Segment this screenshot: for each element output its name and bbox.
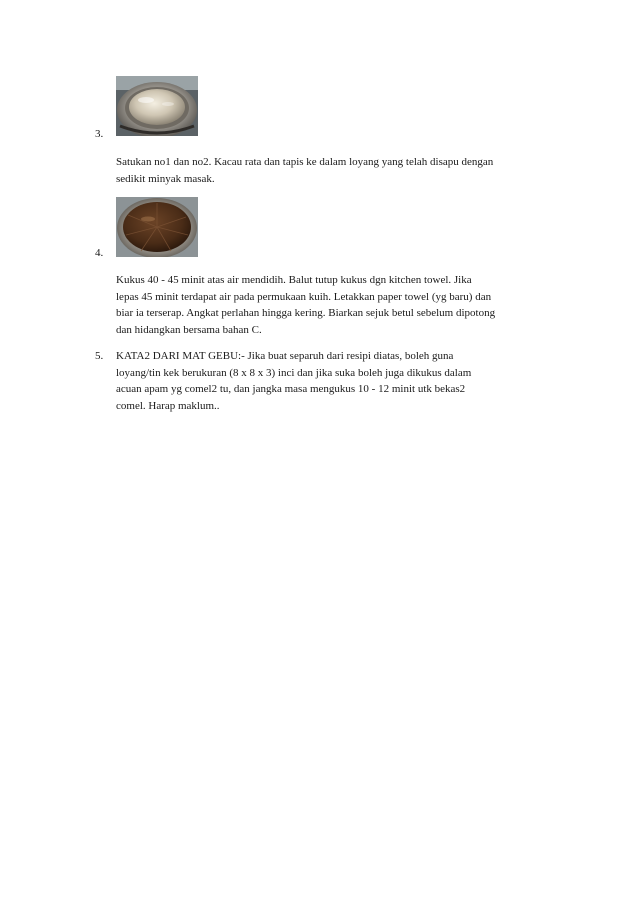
steamer-pot-batter-photo bbox=[116, 76, 198, 136]
step-text-line: comel. Harap maklum.. bbox=[116, 399, 220, 412]
step-text-line: loyang/tin kek berukuran (8 x 8 x 3) inci dan jika suka boleh juga dikukus dalam bbox=[116, 366, 472, 379]
step-text-line: sedikit minyak masak. bbox=[116, 172, 215, 185]
step-number: 5. bbox=[95, 350, 104, 362]
step-text-line: KATA2 DARI MAT GEBU:- Jika buat separuh dari resipi diatas, boleh guna bbox=[116, 350, 454, 362]
step-text-line: Kukus 40 - 45 minit atas air mendidih. Balut tutup kukus dgn kitchen towel. Jika bbox=[116, 274, 472, 286]
steamed-kuih-photo bbox=[116, 197, 198, 257]
step-text-line: biar ia terserap. Angkat perlahan hingga kering. Biarkan sejuk betul sebelum dipotong bbox=[116, 307, 496, 319]
step-text bbox=[116, 154, 576, 187]
step-number: 4. bbox=[95, 247, 104, 259]
step-text-line: dan hidangkan bersama bahan C. bbox=[116, 323, 262, 336]
step-text-line: lepas 45 minit terdapat air pada permukaan kuih. Letakkan paper towel (yg baru) dan bbox=[116, 290, 492, 303]
step-text-line: acuan apam yg comel2 tu, dan jangka masa mengukus 10 - 12 minit utk bekas2 bbox=[116, 383, 466, 395]
step-text bbox=[116, 348, 576, 414]
step-text bbox=[116, 272, 576, 338]
step-number: 3. bbox=[95, 128, 104, 140]
step-text-line: Satukan no1 dan no2. Kacau rata dan tapis ke dalam loyang yang telah disapu dengan bbox=[116, 156, 494, 168]
